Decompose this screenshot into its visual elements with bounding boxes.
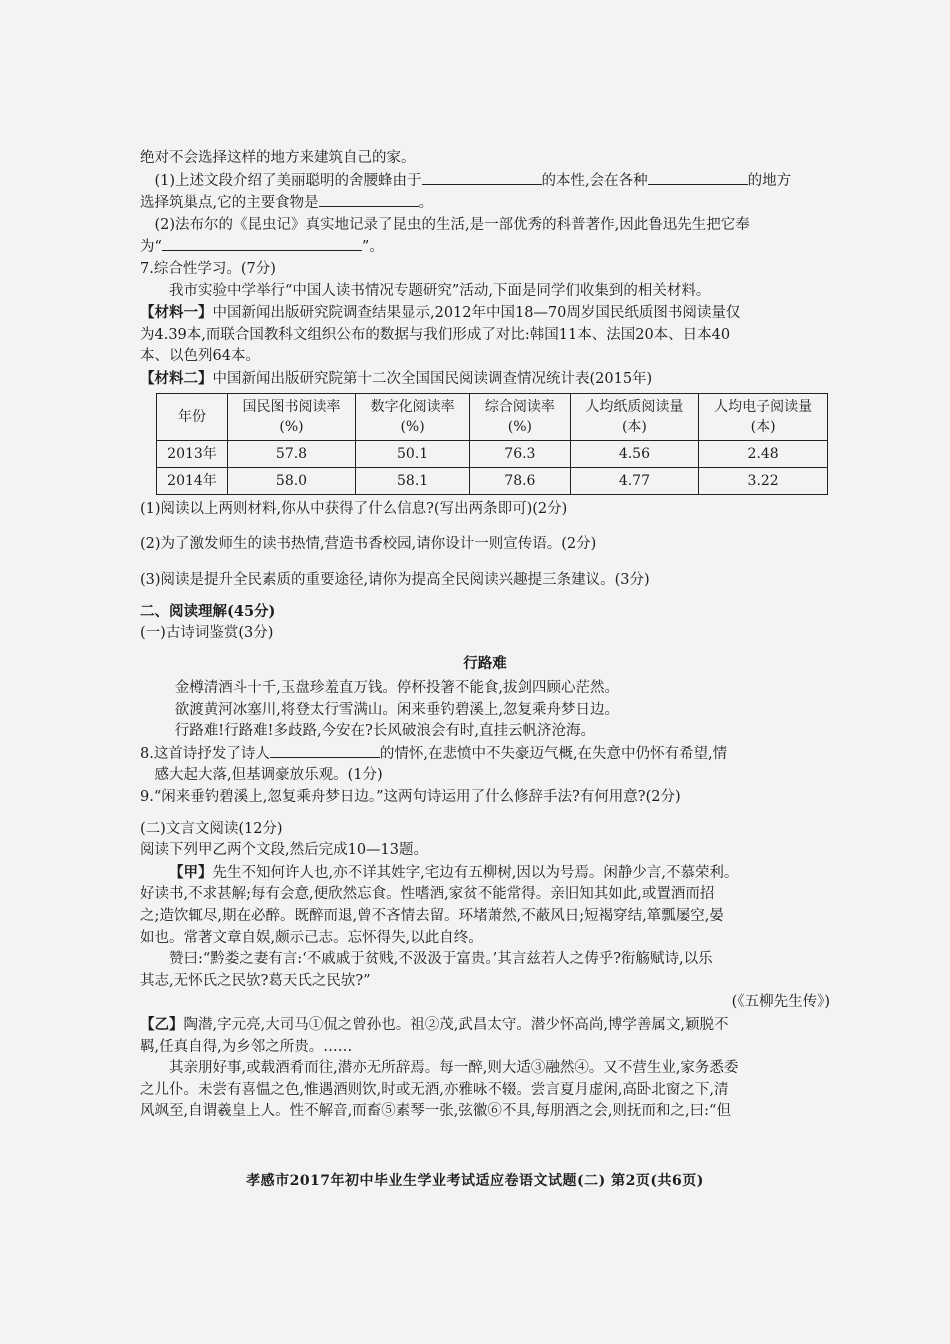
q6-sub2-cont bbox=[140, 236, 830, 259]
poem-line: 欲渡黄河冰塞川,将登太行雪满山。闲来垂钓碧溪上,忽复乘舟梦日边。 bbox=[174, 701, 620, 718]
q6-sub1-part-d: 选择筑巢点,它的主要食物是 bbox=[140, 195, 319, 212]
table-cell: 4.56 bbox=[570, 440, 699, 467]
material-1-line-1: 中国新闻出版研究院调查结果显示,2012年中国18—70周岁国民纸质图书阅读量仅 bbox=[212, 305, 741, 322]
answer-space[interactable] bbox=[140, 809, 830, 819]
passage-jia-line: 先生不知何许人也,亦不详其姓字,宅边有五柳树,因以为号焉。闲静少言,不慕荣利。 bbox=[212, 864, 739, 881]
q8 bbox=[140, 743, 830, 766]
q8-part-a: 8.这首诗抒发了诗人 bbox=[140, 745, 270, 762]
q6-sub1-part-c: 的地方 bbox=[747, 172, 792, 189]
q6-text-end: 绝对不会选择这样的地方来建筑自己的家。 bbox=[140, 150, 416, 166]
passage-jia-label: 【甲】 bbox=[169, 863, 213, 881]
table-header: 综合阅读率(%) bbox=[470, 393, 570, 440]
passage-jia-line: 之;造饮辄尽,期在必醉。既醉而退,曾不吝情去留。环堵萧然,不蔽风日;短褐穿结,箪瓢屡空,晏 bbox=[140, 908, 724, 925]
table-cell: 50.1 bbox=[356, 440, 470, 467]
answer-space[interactable] bbox=[140, 591, 830, 601]
table-cell: 3.22 bbox=[699, 467, 828, 494]
q8-cont: 感大起大落,但基调豪放乐观。(1分) bbox=[154, 767, 383, 784]
passage-yi-line: 之儿仆。未尝有喜愠之色,惟遇酒则饮,时或无酒,亦雅咏不辍。尝言夏月虚闲,高卧北窗之下,清 bbox=[140, 1081, 729, 1098]
table-cell: 58.1 bbox=[356, 467, 470, 494]
table-row bbox=[157, 467, 828, 494]
material-1-line-2: 为4.39本,而联合国教科文组织公布的数据与我们形成了对比:韩国11本、法国20本、日本40 bbox=[140, 326, 731, 343]
passage-jia bbox=[140, 862, 830, 885]
table-header-row bbox=[157, 393, 828, 440]
answer-blank-5[interactable] bbox=[270, 743, 380, 758]
material-1-label: 【材料一】 bbox=[140, 304, 213, 322]
section-2-part-1-title: (一)古诗词鉴赏(3分) bbox=[140, 624, 274, 641]
material-2-caption: 中国新闻出版研究院第十二次全国国民阅读调查情况统计表(2015年) bbox=[212, 370, 653, 387]
passage-jia-source: (《五柳先生传》) bbox=[731, 994, 830, 1011]
passage-jia-line: 如也。常著文章自娱,颇示己志。忘怀得失,以此自终。 bbox=[140, 929, 483, 946]
answer-blank-4[interactable] bbox=[162, 236, 362, 251]
answer-space[interactable] bbox=[140, 556, 830, 570]
poem-line: 行路难!行路难!多歧路,今安在?长风破浪会有时,直挂云帆济沧海。 bbox=[174, 723, 595, 740]
q6-sub2-part-c: ”。 bbox=[361, 239, 384, 256]
page-content bbox=[140, 148, 830, 1123]
passage-jia-line: 好读书,不求甚解;每有会意,便欣然忘食。性嗜酒,家贫不能常得。亲旧知其如此,或置酒而招 bbox=[140, 886, 715, 903]
q6-sub1-part-e: 。 bbox=[418, 195, 434, 212]
table-header: 人均纸质阅读量(本) bbox=[570, 393, 699, 440]
material-1 bbox=[140, 302, 830, 325]
passage-yi-line: 其亲朋好事,或载酒肴而往,潜亦无所辞焉。每一醉,则大适③融然④。又不营生业,家务悉委 bbox=[169, 1060, 739, 1077]
table-cell: 2013年 bbox=[157, 440, 228, 467]
table-header: 人均电子阅读量(本) bbox=[699, 393, 828, 440]
answer-blank-3[interactable] bbox=[319, 192, 419, 207]
table-header: 国民图书阅读率(%) bbox=[228, 393, 356, 440]
table-header: 数字化阅读率(%) bbox=[356, 393, 470, 440]
passage-yi-line: 陶潜,字元亮,大司马①侃之曾孙也。祖②茂,武昌太守。潜少怀高尚,博学善属文,颖脱不 bbox=[183, 1017, 729, 1033]
material-2-label: 【材料二】 bbox=[140, 369, 213, 387]
q7-sub1: (1)阅读以上两则材料,你从中获得了什么信息?(写出两条即可)(2分) bbox=[140, 500, 568, 517]
table-cell: 58.0 bbox=[228, 467, 356, 494]
table-cell: 78.6 bbox=[470, 467, 570, 494]
material-2 bbox=[140, 368, 830, 391]
q6-sub1 bbox=[140, 170, 830, 193]
q6-sub1-cont bbox=[140, 192, 830, 215]
poem-line: 金樽清酒斗十千,玉盘珍羞直万钱。停杯投箸不能食,拔剑四顾心茫然。 bbox=[174, 680, 620, 697]
reading-stats-table bbox=[156, 393, 828, 495]
table-cell: 4.77 bbox=[570, 467, 699, 494]
passage-yi-label: 【乙】 bbox=[140, 1016, 184, 1033]
table-cell: 57.8 bbox=[228, 440, 356, 467]
passage-yi bbox=[140, 1014, 830, 1037]
passage-yi-line: 羁,任真自得,为乡邻之所贵。…… bbox=[140, 1038, 353, 1055]
table-row bbox=[157, 440, 828, 467]
table-cell: 2014年 bbox=[157, 467, 228, 494]
q9: 9.“闲来垂钓碧溪上,忽复乘舟梦日边。”这两句诗运用了什么修辞手法?有何用意?(2分) bbox=[140, 789, 681, 806]
poem-title: 行路难 bbox=[463, 654, 507, 672]
passage-jia-line: 赞曰:“黔娄之妻有言:‘不戚戚于贫贱,不汲汲于富贵。’其言兹若人之俦乎?衔觞赋诗,以乐 bbox=[169, 951, 713, 968]
classical-instructions: 阅读下列甲乙两个文段,然后完成10—13题。 bbox=[140, 842, 429, 859]
q7-sub3: (3)阅读是提升全民素质的重要途径,请你为提高全民阅读兴趣提三条建议。(3分) bbox=[140, 571, 650, 588]
q6-sub2-part-b: 为“ bbox=[140, 239, 162, 256]
q7-title: 7.综合性学习。(7分) bbox=[140, 260, 276, 277]
passage-yi-line: 风飒至,自谓羲皇上人。性不解音,而畜⑤素琴一张,弦徽⑥不具,每朋酒之会,则抚而和之,曰:“但 bbox=[140, 1103, 731, 1120]
q6-sub1-part-a: (1)上述文段介绍了美丽聪明的舍腰蜂由于 bbox=[154, 172, 422, 189]
section-2-title: 二、阅读理解(45分) bbox=[140, 603, 276, 621]
material-1-line-3: 本、以色列64本。 bbox=[140, 348, 260, 365]
table-header: 年份 bbox=[157, 393, 228, 440]
answer-space[interactable] bbox=[140, 520, 830, 534]
table-cell: 76.3 bbox=[470, 440, 570, 467]
answer-blank-1[interactable] bbox=[422, 170, 542, 185]
q7-intro: 我市实验中学举行“中国人读书情况专题研究”活动,下面是同学们收集到的相关材料。 bbox=[169, 282, 711, 299]
q6-sub2: (2)法布尔的《昆虫记》真实地记录了昆虫的生活,是一部优秀的科普著作,因此鲁迅先生把它奉 bbox=[154, 216, 750, 233]
page-footer: 孝感市2017年初中毕业生学业考试适应卷语文试题(二) 第2页(共6页) bbox=[246, 1173, 704, 1189]
answer-blank-2[interactable] bbox=[648, 170, 748, 185]
table-cell: 2.48 bbox=[699, 440, 828, 467]
q7-sub2: (2)为了激发师生的读书热情,营造书香校园,请你设计一则宣传语。(2分) bbox=[140, 536, 597, 553]
q8-part-b: 的情怀,在悲愤中不失豪迈气概,在失意中仍怀有希望,情 bbox=[379, 745, 728, 762]
q6-sub1-part-b: 的本性,会在各种 bbox=[541, 172, 648, 189]
passage-jia-line: 其志,无怀氏之民欤?葛天氏之民欤?” bbox=[140, 972, 371, 989]
section-2-part-2-title: (二)文言文阅读(12分) bbox=[140, 820, 283, 837]
